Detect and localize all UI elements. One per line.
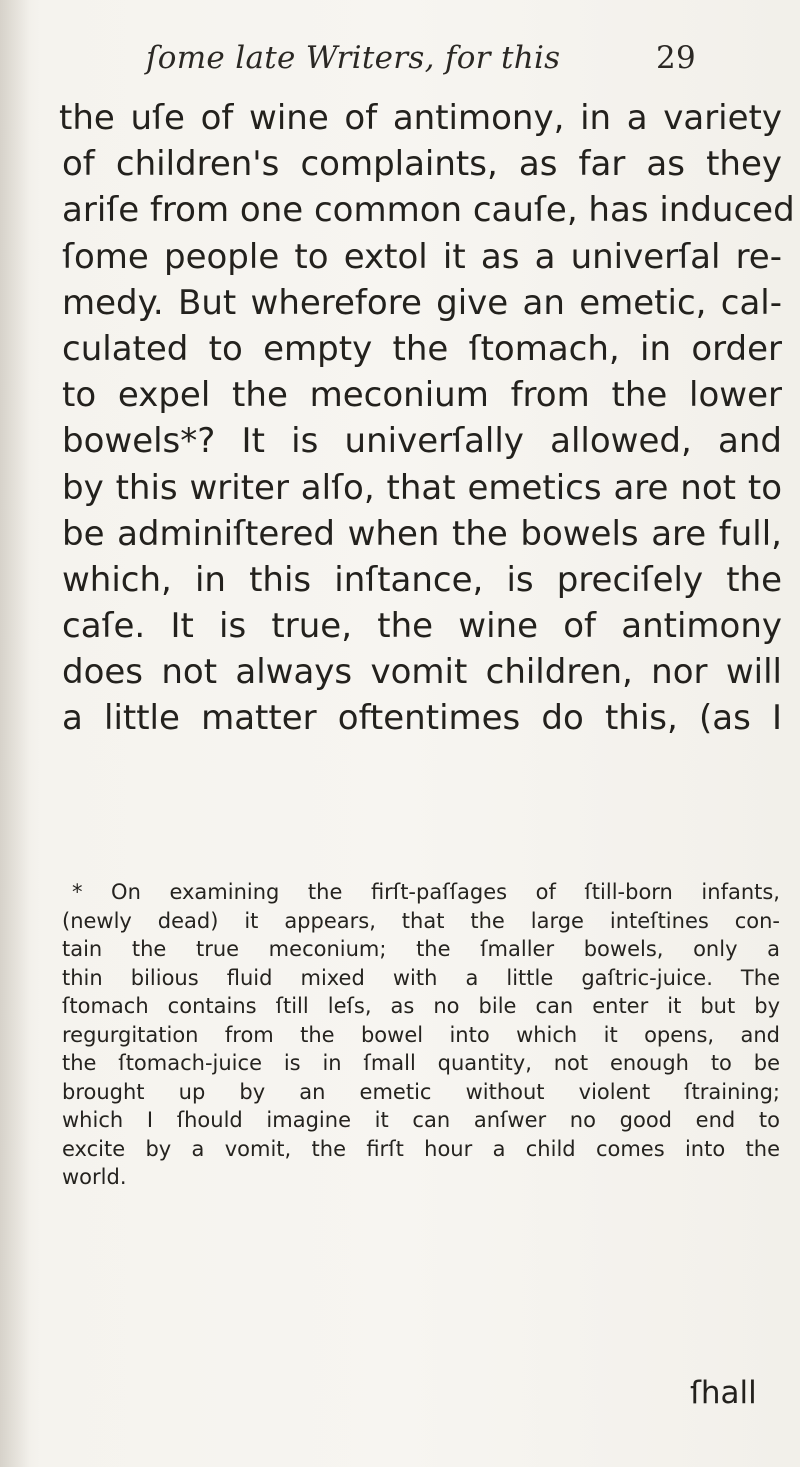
body-line: a little matter oftentimes do this, (as I xyxy=(62,698,782,739)
body-line: caſe. It is true, the wine of antimony xyxy=(62,606,782,647)
body-line: does not always vomit children, nor will xyxy=(62,652,782,693)
body-line: be adminiſtered when the bowels are full, xyxy=(62,513,782,554)
catchword: ſhall xyxy=(690,1375,757,1411)
body-line: medy. But wherefore give an emetic, cal- xyxy=(62,282,782,323)
body-line: by this writer alſo, that emetics are not to xyxy=(62,467,782,508)
running-head-title: ſome late Writers, for this xyxy=(146,40,561,76)
body-line: ariſe from one common cauſe, has induced xyxy=(62,190,795,231)
footnote-line: ſtomach contains ſtill leſs, as no bile can enter it but by xyxy=(62,994,780,1018)
footnote-line: world. xyxy=(62,1165,127,1189)
footnote-line: brought up by an emetic without violent ſtraining; xyxy=(62,1079,780,1104)
footnote-line: * On examining the firſt-paſſages of ſtill-born infants, xyxy=(72,880,780,904)
body-line: the uſe of wine of antimony, in a variety xyxy=(59,98,782,138)
footnote-line: (newly dead) it appears, that the large inteſtines con- xyxy=(62,908,780,933)
body-line: ſome people to extol it as a univerſal re- xyxy=(62,236,782,277)
footnote xyxy=(62,878,780,1192)
gutter-shadow xyxy=(0,0,30,1467)
footnote-line: excite by a vomit, the firſt hour a child comes into the xyxy=(62,1136,780,1161)
footnote-line: thin bilious fluid mixed with a little gaſtric-juice. The xyxy=(62,965,780,990)
body-line: culated to empty the ſtomach, in order xyxy=(62,328,782,369)
body-line: of children's complaints, as far as they xyxy=(62,144,782,185)
running-head xyxy=(146,40,746,86)
page-number: 29 xyxy=(656,40,697,76)
body-line: to expel the meconium from the lower xyxy=(62,375,782,416)
footnote-line: tain the true meconium; the ſmaller bowels, only a xyxy=(62,937,780,961)
body-line: which, in this inſtance, is preciſely the xyxy=(62,559,782,600)
body-text xyxy=(59,95,795,742)
footnote-line: the ſtomach-juice is in ſmall quantity, not enough to be xyxy=(62,1051,780,1075)
footnote-line: which I ſhould imagine it can anſwer no good end to xyxy=(62,1108,780,1132)
footnote-line: regurgitation from the bowel into which it opens, and xyxy=(62,1022,780,1047)
body-line: bowels*? It is univerſally allowed, and xyxy=(62,421,782,462)
